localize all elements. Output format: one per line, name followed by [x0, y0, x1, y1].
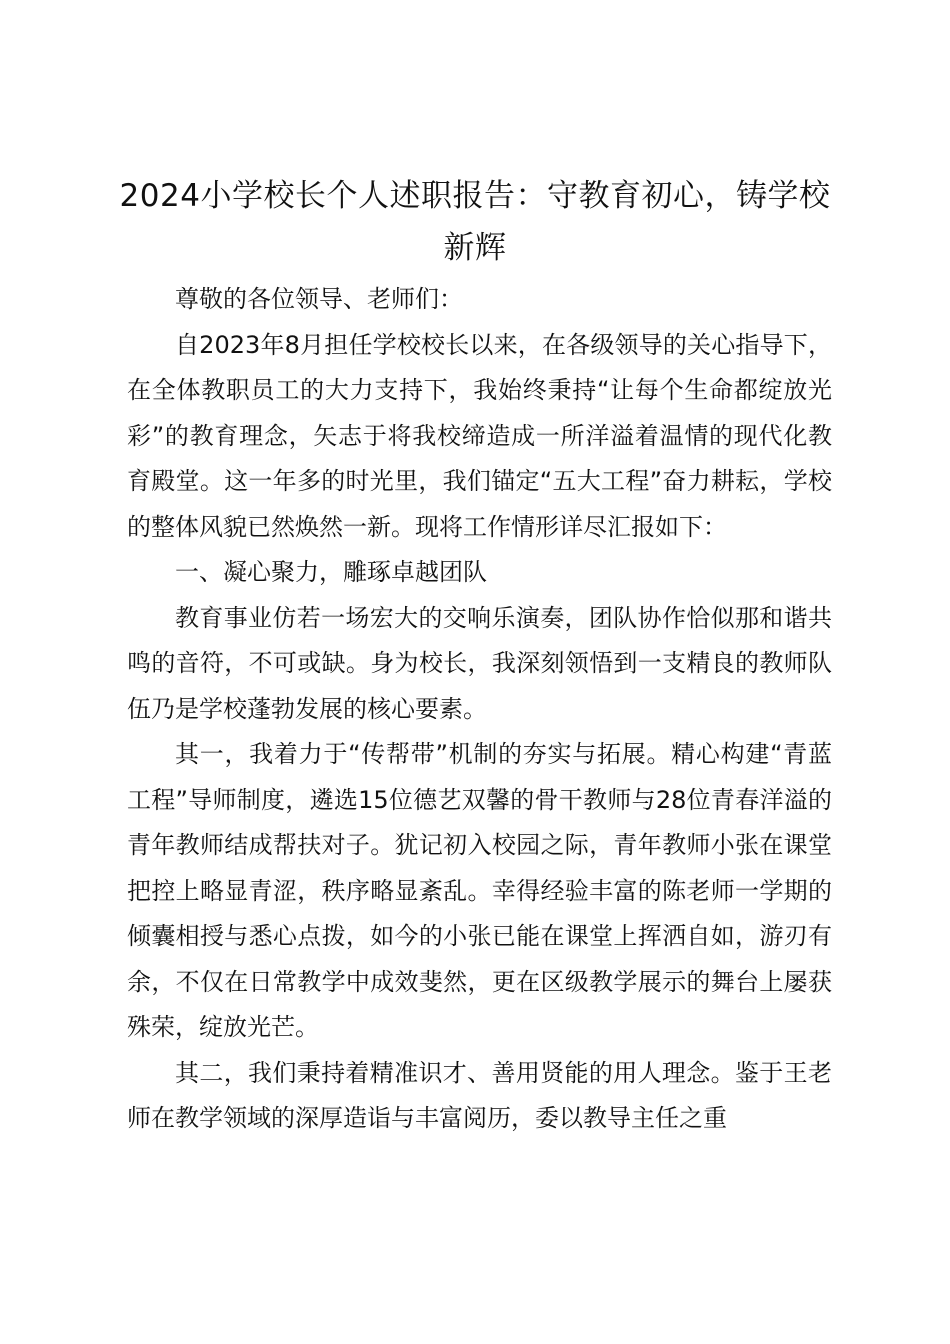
section-heading: 一、凝心聚力，雕琢卓越团队 — [175, 558, 487, 586]
salutation: 尊敬的各位领导、老师们： — [175, 285, 463, 313]
document-body — [127, 277, 832, 1142]
body-paragraph: 教育事业仿若一场宏大的交响乐演奏，团队协作恰似那和谐共鸣的音符，不可或缺。身为校长，我深刻领悟到一支精良的教师队伍乃是学校蓬勃发展的核心要素。 — [127, 603, 832, 723]
body-paragraph: 其一，我着力于“传帮带”机制的夯实与拓展。精心构建“青蓝工程”导师制度，遴选15位德艺双馨的骨干教师与28位青春洋溢的青年教师结成帮扶对子。犹记初入校园之际，青年教师小张在课堂把控上略显青涩，秩序略显紊乱。幸得经验丰富的陈老师一学期的倾囊相授与悉心点拨，如今的小张已能在课堂上挥洒自如，游刃有余，不仅在日常教学中成效斐然，更在区级教学展示的舞台上屡获殊荣，绽放光芒。 — [127, 740, 832, 1041]
body-paragraph: 其二，我们秉持着精准识才、善用贤能的用人理念。鉴于王老师在教学领域的深厚造诣与丰富阅历，委以教导主任之重 — [127, 1058, 832, 1132]
intro-paragraph: 自2023年8月担任学校校长以来，在各级领导的关心指导下，在全体教职员工的大力支持下，我始终秉持“让每个生命都绽放光彩”的教育理念，矢志于将我校缔造成一所洋溢着温情的现代化教育殿堂。这一年多的时光里，我们锚定“五大工程”奋力耕耘，学校的整体风貌已然焕然一新。现将工作情形详尽汇报如下： — [127, 330, 832, 541]
document-title: 2024小学校长个人述职报告：守教育初心，铸学校新辉 — [119, 178, 831, 266]
